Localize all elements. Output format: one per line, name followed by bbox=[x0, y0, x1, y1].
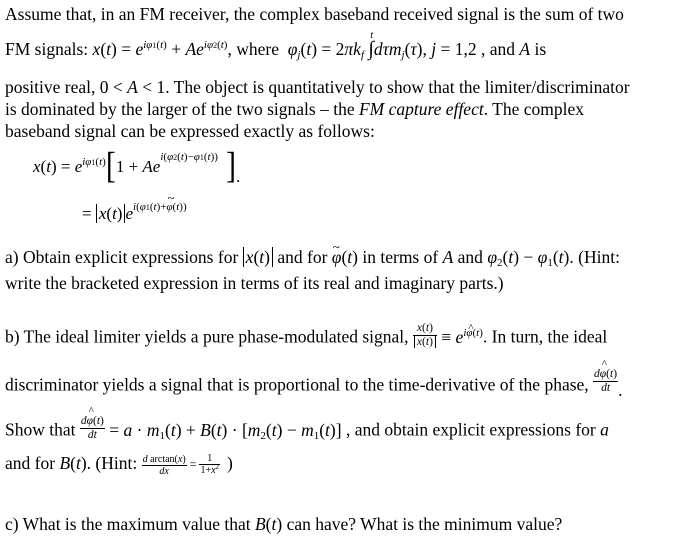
var-A-2: A bbox=[442, 247, 454, 267]
text-and: , and bbox=[481, 39, 516, 59]
text-in-terms: in terms of bbox=[362, 247, 439, 267]
part-a-line-2: write the bracketed expression in terms of its real and imaginary parts.) bbox=[5, 273, 504, 293]
text-where: , where bbox=[227, 39, 279, 59]
part-a-line-1 bbox=[5, 246, 620, 271]
problem-intro-line-3 bbox=[5, 76, 630, 98]
part-b-line-1 bbox=[5, 322, 608, 352]
equation-abs-x: x(t) bbox=[243, 247, 273, 267]
part-c-line bbox=[5, 513, 562, 535]
equation-polar: = x(t) $e^{i(\varphi 1(t)+\sim \varphi(t))}$ bbox=[82, 204, 187, 224]
equation-A-range: 0 < A < 1 bbox=[99, 77, 166, 97]
equation-phi-diff: $\varphi_2(t) - \varphi_1(t)$ bbox=[487, 247, 570, 269]
equation-arctan-hint: $\frac{\text{d arctan(x)}}{dx}$ = $\frac{1}{1+x^2}$ bbox=[142, 453, 220, 477]
text-hint: . (Hint: bbox=[569, 247, 620, 267]
text-positive-real: positive real, bbox=[5, 77, 96, 97]
equation-limiter-exp: ≡ $e^{i\^{} \varphi(t)}$ bbox=[441, 327, 483, 347]
equation-phi-tilde: ~ φ(t) bbox=[332, 247, 358, 267]
equation-limiter-fraction: $\frac{x(t)}{x(t)}$ bbox=[413, 322, 437, 349]
equation-phi-j: $\varphi_j(t) = 2\pi k_f$ ∫ t dτm$_j$(τ), j = 1,2 bbox=[287, 30, 481, 61]
text-discriminator: discriminator yields a signal that is proportional to the time-derivative of the phase, bbox=[5, 374, 589, 395]
text-complex: . The complex bbox=[483, 99, 584, 119]
text-fm-signals: FM signals: bbox=[5, 39, 89, 59]
text-part-c-end: can have? What is the minimum value? bbox=[286, 514, 563, 534]
text-object: . The object is quantitatively to show that the limiter/discriminator bbox=[165, 77, 630, 97]
text-part-b: b) The ideal limiter yields a pure phase-modulated signal, bbox=[5, 326, 409, 347]
part-b-line-4: and for B(t). (Hint: $\frac{\text{d arctan(x)}}{dx}$ = $\frac{1}{1+x^2}$ ) bbox=[5, 453, 233, 477]
problem-intro-line-2 bbox=[5, 30, 547, 64]
equation-derivative: = $a \cdot m_1(t) + B(t) \cdot [m_2(t) - m_1(t)]$ bbox=[109, 419, 342, 442]
text-in-turn: . In turn, the ideal bbox=[482, 326, 608, 347]
problem-intro-line-1: Assume that, in an FM receiver, the complex baseband received signal is the sum of two bbox=[5, 4, 624, 24]
var-A: A bbox=[519, 39, 531, 59]
text-and-for-2: and for bbox=[5, 453, 56, 473]
equation-x-of-t: $x(t) = e^{i\varphi 1(t)} + Ae^{i\varphi 2(t)}$ bbox=[92, 39, 228, 59]
equation-B-2: B(t) bbox=[254, 514, 283, 534]
text-is: is bbox=[534, 39, 547, 59]
equation-bracketed: $x(t) = e^{i\varphi 1(t)}[1 + Ae^{i(\varphi 2(t)-\varphi 1(t))}$ ]. bbox=[33, 144, 241, 186]
text-obtain: , and obtain explicit expressions for bbox=[345, 419, 596, 440]
text-dominated: is dominated by the larger of the two signals – the bbox=[5, 99, 355, 119]
equation-dphi-dt: $\frac{d\^{} \varphi(t)}{dt}$ bbox=[593, 368, 618, 395]
equation-dphi-dt-2: $\frac{d\^{} \varphi(t)}{dt}$ bbox=[80, 415, 105, 442]
text-and-for: and for bbox=[277, 247, 328, 267]
var-a: a bbox=[600, 419, 609, 440]
text-part-a: a) Obtain explicit expressions for bbox=[5, 247, 239, 267]
equation-B: B(t) bbox=[59, 453, 87, 473]
text-part-c: c) What is the maximum value that bbox=[5, 514, 251, 534]
part-b-line-3 bbox=[5, 415, 609, 445]
problem-intro-line-4 bbox=[5, 98, 584, 120]
text-and-2: and bbox=[457, 247, 483, 267]
problem-intro-line-5: baseband signal can be expressed exactly as follows: bbox=[5, 121, 375, 141]
text-hint-2: . (Hint: bbox=[86, 453, 138, 473]
text-show-that: Show that bbox=[5, 419, 76, 440]
text-fm-capture-effect: FM capture effect bbox=[358, 99, 484, 119]
part-b-line-2: discriminator yields a signal that is proportional to the time-derivative of the phase, $\frac{d\^{} \varphi(t)}{dt}$ . bbox=[5, 373, 622, 400]
